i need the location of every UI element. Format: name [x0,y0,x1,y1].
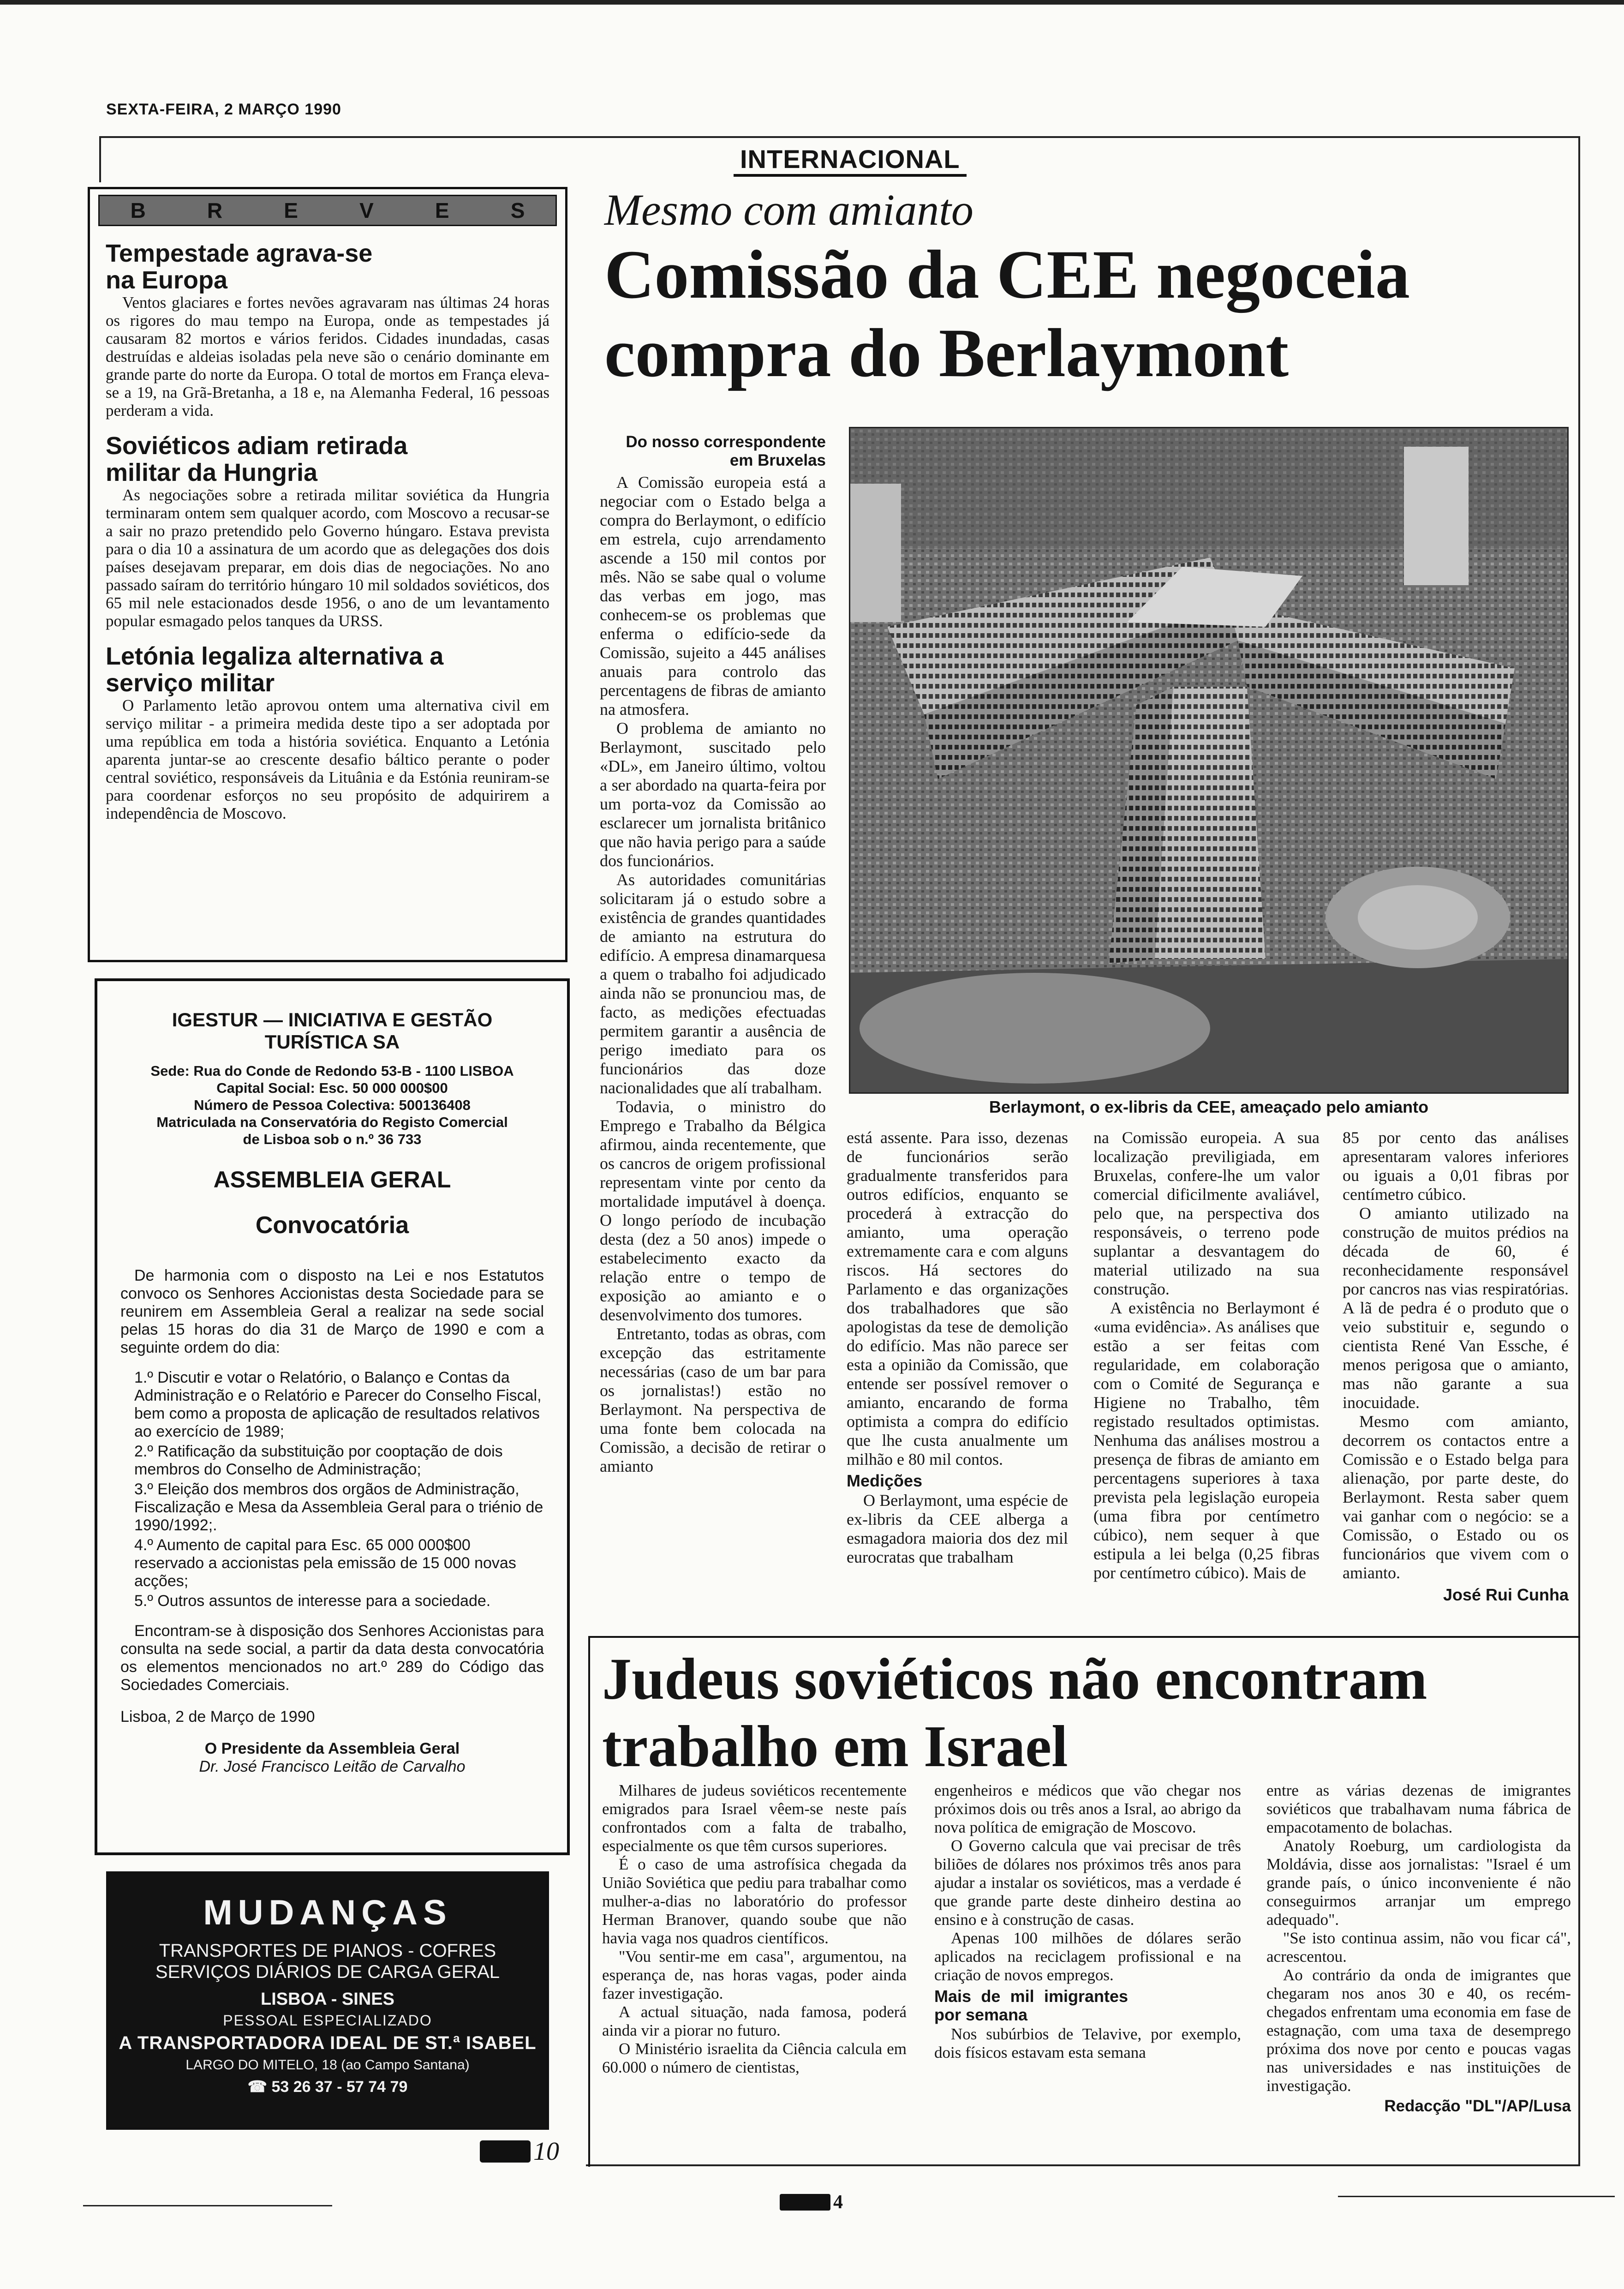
breves-letter: R [207,198,223,222]
mudancas-line: A TRANSPORTADORA IDEAL DE ST.ª ISABEL [119,2033,537,2053]
second-article-col2 [934,1781,1241,2062]
igestur-ad [95,978,570,1855]
brief-heading: Soviéticos adiam retirada militar da Hungria [106,432,408,486]
mudancas-line: LARGO DO MITELO, 18 (ao Campo Santana) [185,2057,470,2073]
ad-detail: Número de Pessoa Colectiva: 500136408 [194,1097,471,1113]
breves-letter: B [130,198,146,222]
photo-caption: Berlaymont, o ex-libris da CEE, ameaçado pelo amianto [989,1097,1429,1116]
article-paragraph: O Governo calcula que vai precisar de três biliões de dólares nos próximos três anos para ajudar a instalar os soviéticos, mas a verdade é que grande parte deste dinheiro destina ao ensino e à construção de casas. [934,1837,1241,1929]
ad-closing: Encontram-se à disposição dos Senhores Accionistas para consulta na sede social, a partir da data desta convocatória os elementos mencionados no art.º 289 do Código das Sociedades Comerciais. [120,1622,544,1694]
ad-title: ASSEMBLEIA GERAL [213,1167,451,1192]
ad-detail: Sede: Rua do Conde de Redondo 53-B - 1100 LISBOA [150,1063,514,1079]
article-author: Redacção "DL"/AP/Lusa [1384,2097,1571,2115]
breves-letter: E [435,198,449,222]
article-paragraph: Anatoly Roeburg, um cardiologista da Moldávia, disse aos jornalistas: "Israel é um grande país, o único inconveniente é não conseguirmos arranjar um emprego adequado". [1266,1837,1571,1929]
dl-logo-icon [780,2194,830,2211]
brief-heading: Tempestade agrava-se na Europa [106,240,373,294]
brief-text: As negociações sobre a retirada militar soviética da Hungria terminaram ontem sem qualquer acordo, com Moscovo a recusar-se a sair no prazo pretendido pelo Governo húngaro. Estava prevista para o dia 10 a assinatura de um acordo que as delegações dos dois países desejavam preparar, em dois dias de negociações. No ano passado saíram do território húngaro 10 mil soldados soviéticos, dos 65 mil nele estacionados desde 1956, o ano de um levantamento popular esmagado pelos tanques da URSS. [106,486,549,630]
page-number: 10 [533,2137,559,2166]
agenda-item: 2.º Ratificação da substituição por cooptação de dois membros do Conselho de Administração; [134,1443,503,1478]
dl-logo-icon [480,2140,531,2163]
breves-letter: V [359,198,374,222]
article-paragraph: O Ministério israelita da Ciência calcula em 60.000 o número de cientistas, [602,2040,907,2076]
berlaymont-photo [849,427,1569,1094]
ad-subtitle: Convocatória [255,1212,409,1239]
ad-company: IGESTUR — INICIATIVA E GESTÃO TURÍSTICA SA [172,1009,493,1053]
article-paragraph: A Comissão europeia está a negociar com o Estado belga a compra do Berlaymont, o edifício em estrela, cujo arrendamento ascende a 150 mil contos por mês. Não se sabe qual o volume das verbas em jogo, mas conhecem-se os problemas que enferma o edifício-sede da Comissão, sujeito a 445 análises anuais para controlo das percentagens de fibras de amianto na atmosfera. [600,473,826,719]
frame-left [99,136,101,182]
mudancas-title: MUDANÇAS [203,1893,452,1932]
frame-top [99,136,1580,138]
breves-letter: S [510,198,525,222]
main-article-col1 [600,473,826,1476]
article-paragraph: Ao contrário da onda de imigrantes que chegaram nos anos 30 e 40, os recém-chegados enfrentam uma economia em fase de estagnação, com uma taxa de desemprego próxima dos nove por cento e poucas vagas nas universidades e nas instituições de investigação. [1266,1966,1571,2095]
article-paragraph: entre as várias dezenas de imigrantes soviéticos que trabalhavam numa fábrica de empacotamento de bolachas. [1266,1781,1571,1836]
article-paragraph: A existência no Berlaymont é «uma evidência». As análises que estão a ser feitas com regularidade, em colaboração com o Comité de Segurança e Higiene no Trabalho, têm registado resultados optimistas. Nenhuma das análises mostrou a presença de fibras de amianto em percentagens superiores à taxa prevista pela legislação europeia (uma fibra por centímetro cúbico), nem sequer à que estipula a lei belga (0,25 fibras por centímetro cúbico). Mais de [1093,1299,1320,1582]
second-headline: Judeus soviéticos não encontram trabalho em Israel [602,1646,1427,1779]
mudancas-phone-number: 53 26 37 - 57 74 79 [271,2078,408,2096]
article-paragraph: O amianto utilizado na construção de muitos prédios na década de 60, é reconhecidamente responsável por cancros nas vias respiratórias. A lã de pedra é o produto que o veio substituir e, segundo o cientista René Van Essche, é menos perigosa que o amianto, mas não garante a sua inocuidade. [1343,1204,1569,1412]
ad-place-date: Lisboa, 2 de Março de 1990 [120,1708,315,1726]
article-paragraph: A actual situação, nada famosa, poderá ainda vir a piorar no futuro. [602,2003,907,2039]
article-paragraph: Mesmo com amianto, decorrem os contactos entre a Comissão e o Estado belga para alienação, por parte deste, do Berlaymont. Resta saber quem vai ganhar com o negócio: se a Comissão, o Estado ou os funcionários que vivem com o amianto. [1343,1412,1569,1582]
main-byline [600,433,826,470]
article-paragraph: Milhares de judeus soviéticos recentemente emigrados para Israel vêem-se neste país confrontados com a falta de trabalho, especialmente os que têm cursos superiores. [602,1781,907,1855]
agenda-item: 5.º Outros assuntos de interesse para a sociedade. [134,1592,491,1610]
mudancas-ad [106,1871,549,2130]
main-headline: Comissão da CEE negoceia compra do Berlaymont [604,236,1410,391]
main-article-col3 [1093,1128,1320,1582]
main-article-col2 [847,1128,1068,1567]
breves-title-bar [98,195,557,226]
article-paragraph: Nos subúrbios de Telavive, por exemplo, dois físicos estavam esta semana [934,2025,1241,2061]
mudancas-line: PESSOAL ESPECIALIZADO [223,2012,432,2029]
article-paragraph: "Se isto continua assim, não vou ficar cá", acrescentou. [1266,1929,1571,1965]
article-paragraph: Apenas 100 milhões de dólares serão aplicados na reciclagem profissional e na criação de novos empregos. [934,1929,1241,1984]
agenda-item: 4.º Aumento de capital para Esc. 65 000 000$00 reservado a accionistas pela emissão de 15 000 novas acções; [134,1536,516,1590]
article-paragraph: 85 por cento das análises apresentaram valores inferiores ou iguais a 0,01 fibras por centímetro cúbico. [1343,1128,1569,1204]
article-author: José Rui Cunha [1443,1585,1569,1604]
article-subhead: Medições [847,1471,923,1490]
ad-detail: de Lisboa sob o n.º 36 733 [243,1131,422,1147]
ad-intro: De harmonia com o disposto na Lei e nos Estatutos convoco os Senhores Accionistas desta Sociedade para se reunirem em Assembleia Geral a realizar na sede social pelas 15 horas do dia 31 de Março de 1990 e com a seguinte ordem do dia: [120,1267,544,1356]
berlaymont-building-image [850,428,1569,1094]
ad-detail: Capital Social: Esc. 50 000 000$00 [216,1080,448,1096]
ad-agenda [120,1369,544,1610]
bottom-rule [83,2205,332,2206]
page-date: SEXTA-FEIRA, 2 MARÇO 1990 [106,101,341,118]
mudancas-line: SERVIÇOS DIÁRIOS DE CARGA GERAL [155,1962,500,1982]
ad-detail: Matriculada na Conservatória do Registo Comercial [156,1114,508,1130]
article-paragraph: O Berlaymont, uma espécie de ex-libris da CEE alberga a esmagadora maioria dos dez mil eurocratas que trabalham [847,1491,1068,1566]
article-paragraph: engenheiros e médicos que vão chegar nos próximos dois ou três anos a Isral, ao abrigo da nova política de emigração de Moscovo. [934,1781,1241,1836]
main-article-col4 [1343,1128,1569,1604]
article-paragraph: na Comissão europeia. A sua localização previligiada, em Bruxelas, confere-lhe um valor comercial dificilmente avaliável, pelo que, na perspectiva dos responsáveis, o terreno pode suplantar a desvantagem do material utilizado na sua construção. [1093,1128,1320,1298]
article-paragraph: É o caso de uma astrofísica chegada da União Soviética que pediu para trabalhar como mulher-a-dias no laboratório do professor Herman Branover, quando soube que não havia vaga nos quadros científicos. [602,1855,907,1947]
bottom-rule [1338,2196,1615,2197]
phone-icon: ☎ [247,2078,272,2096]
byline-line: Do nosso correspondente [626,433,826,451]
article-paragraph: "Vou sentir-me em casa", argumentou, na esperança de, nas horas vagas, poder ainda fazer investigação. [602,1947,907,2002]
top-rule [0,0,1624,5]
brief-heading: Letónia legaliza alternativa a serviço militar [106,642,444,697]
article-paragraph: O problema de amianto no Berlaymont, suscitado pelo «DL», em Janeiro último, voltou a ser abordado na quarta-feira por um porta-voz da Comissão ao esclarecer um jornalista britânico que não havia perigo para a saúde dos funcionários. [600,719,826,870]
article-paragraph: Entretanto, todas as obras, com excepção das estritamente necessárias (caso de um bar para os jornalistas!) estão no Berlaymont. Na perspectiva de uma fonte bem colocada na Comissão, a decisão de retirar o amianto [600,1324,826,1475]
second-article-col1 [602,1781,907,2077]
main-kicker: Mesmo com amianto [604,185,973,234]
breves-letter: E [284,198,298,222]
mudancas-line: TRANSPORTES DE PIANOS - COFRES [159,1941,496,1961]
agenda-item: 1.º Discutir e votar o Relatório, o Balanço e Contas da Administração e o Relatório e Parecer do Conselho Fiscal, bem como a proposta de aplicação de resultados relativos ao exercício de 1989; [134,1369,542,1440]
breves-box [88,187,567,962]
article-subhead: Mais de mil imigrantes por semana [934,1987,1128,2024]
agenda-item: 3.º Eleição dos membros dos orgãos de Administração, Fiscalização e Mesa da Assembleia Geral para o triénio de 1990/1992;. [134,1480,543,1534]
ad-signer-title: O Presidente da Assembleia Geral [204,1740,460,1757]
section-label: INTERNACIONAL [734,144,967,177]
byline-line: em Bruxelas [729,451,826,469]
page-footer-logo [480,2137,559,2166]
article-paragraph: está assente. Para isso, dezenas de funcionários serão gradualmente transferidos para outros edifícios, enquanto se procederá à extracção do amianto, uma operação extremamente cara e com alguns riscos. Há sectores do Parlamento e das organizações dos trabalhadores que são apologistas da tese de demolição do edifício. Mas não parece ser esta a opinião da Comissão, que entende ser possível remover o amianto, encarando de forma optimista a compra do edifício que lhe custa anualmente um milhão e 80 mil contos. [847,1128,1068,1468]
brief-text: Ventos glaciares e fortes nevões agravaram nas últimas 24 horas os rigores do mau tempo na Europa, onde as tempestades já causaram 82 mortos e vários feridos. Cidades inundadas, casas destruídas e aldeias isoladas pela neve são o cenário dominante em grande parte do norte da Europa. O total de mortos em França eleva-se a 19, na Grã-Bretanha, a 18 e, na Alemanha Federal, 16 pessoas perderam a vida. [106,294,549,419]
mudancas-phone [118,2075,537,2099]
mudancas-line: LISBOA - SINES [261,1989,394,2009]
article-paragraph: As autoridades comunitárias solicitaram já o estudo sobre a existência de grandes quantidades de amianto na estrutura do edifício. A empresa dinamarquesa a quem o trabalho foi adjudicado ainda não se pronunciou mas, de facto, as medições efectuadas permitem garantir a ausência de perigo imediato para os funcionários das doze nacionalidades que alí trabalham. [600,870,826,1097]
ad-signer-name: Dr. José Francisco Leitão de Carvalho [199,1758,466,1775]
second-article-col3 [1266,1781,1571,2115]
article-paragraph: Todavia, o ministro do Emprego e Trabalho da Bélgica afirmou, ainda recentemente, que os cancros de origem profissional representam vinte por cento da mortalidade imputável à doença. O longo período de incubação desta (dez a 50 anos) impede o estabelecimento exacto da relação entre o tempo de exposição ao amianto e o desenvolvimento dos tumores. [600,1097,826,1324]
bottom-footer [780,2191,843,2213]
footer-page-number: 4 [833,2192,843,2213]
brief-text: O Parlamento letão aprovou ontem uma alternativa civil em serviço militar - a primeira medida deste tipo a ser adoptada por uma república em toda a história soviética. Enquanto a Letónia aparenta juntar-se ao crescente desafio báltico perante o poder central soviético, responsáveis da Lituânia e da Estónia reuniram-se para coordenar esforços no seu propósito de adquirirem a independência de Moscovo. [106,696,549,822]
